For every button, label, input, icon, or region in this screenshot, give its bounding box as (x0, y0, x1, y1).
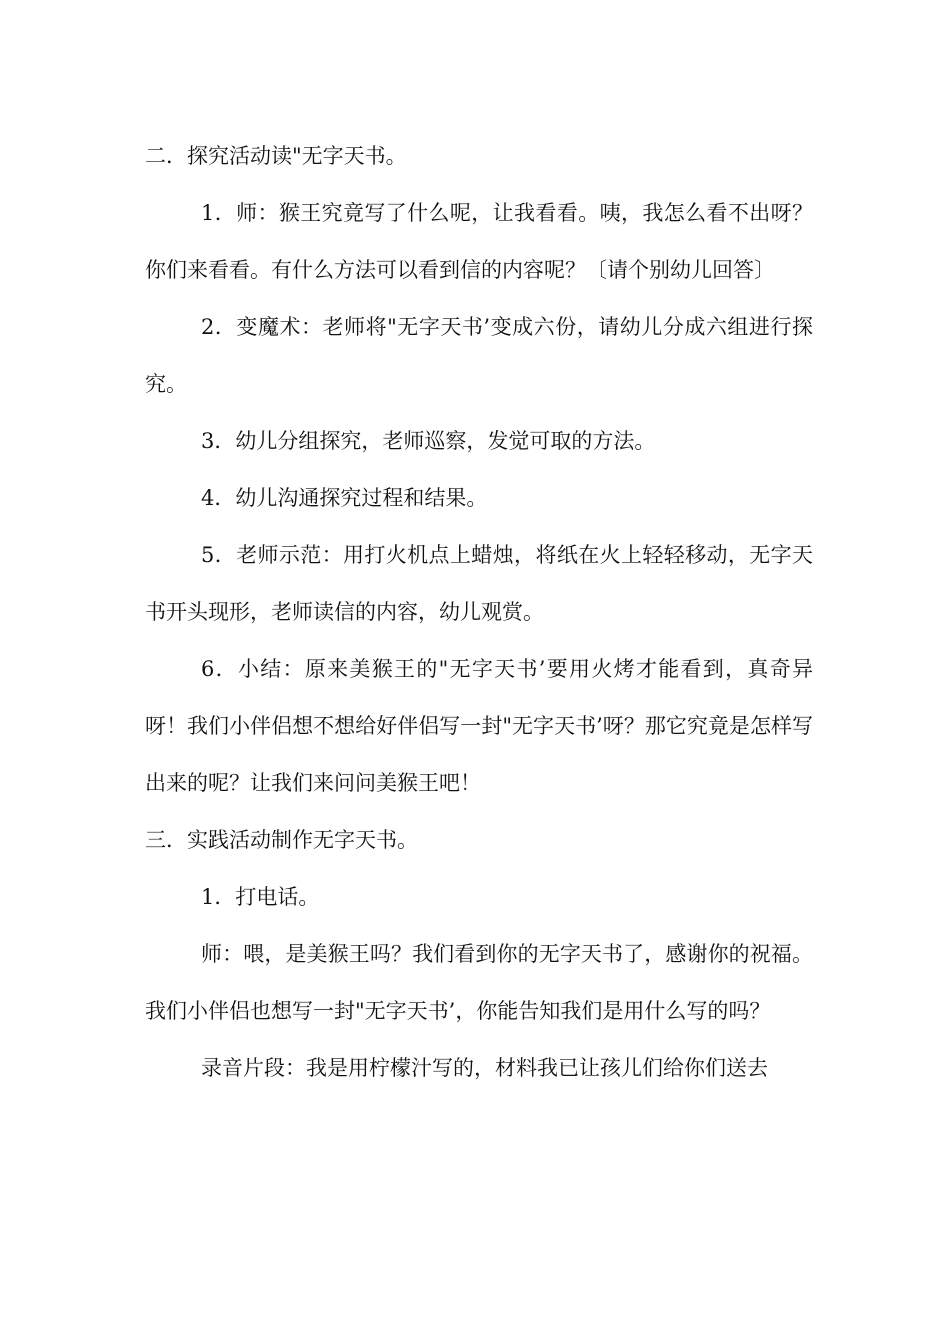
paragraph-teacher-dialogue: 师：喂，是美猴王吗？我们看到你的无字天书了，感谢你的祝福。我们小伴侣也想写一封"无字天书’，你能告知我们是用什么写的吗？ (145, 942, 813, 1023)
paragraph-phone-call: 1．打电话。 (201, 885, 320, 909)
section-heading-3: 三．实践活动制作无字天书。 (145, 828, 418, 852)
paragraph-step-3: 3．幼儿分组探究，老师巡察，发觉可取的方法。 (201, 429, 656, 453)
document-body (145, 128, 813, 1097)
paragraph-step-4: 4．幼儿沟通探究过程和结果。 (201, 486, 488, 510)
paragraph-step-1: 1．师：猴王究竟写了什么呢，让我看看。咦，我怎么看不出呀？你们来看看。有什么方法可以看到信的内容呢？〔请个别幼儿回答〕 (145, 201, 813, 282)
section-heading-2: 二．探究活动读"无字天书。 (145, 144, 407, 168)
paragraph-step-6: 6．小结：原来美猴王的"无字天书’要用火烤才能看到，真奇异呀！我们小伴侣想不想给好伴侣写一封"无字天书’呀？那它究竟是怎样写出来的呢？让我们来问问美猴王吧！ (145, 657, 813, 795)
paragraph-step-2: 2．变魔术：老师将"无字天书’变成六份，请幼儿分成六组进行探究。 (145, 315, 813, 396)
paragraph-step-5: 5．老师示范：用打火机点上蜡烛，将纸在火上轻轻移动，无字天书开头现形，老师读信的内容，幼儿观赏。 (145, 543, 813, 624)
paragraph-recording: 录音片段：我是用柠檬汁写的，材料我已让孩儿们给你们送去 (201, 1056, 768, 1080)
